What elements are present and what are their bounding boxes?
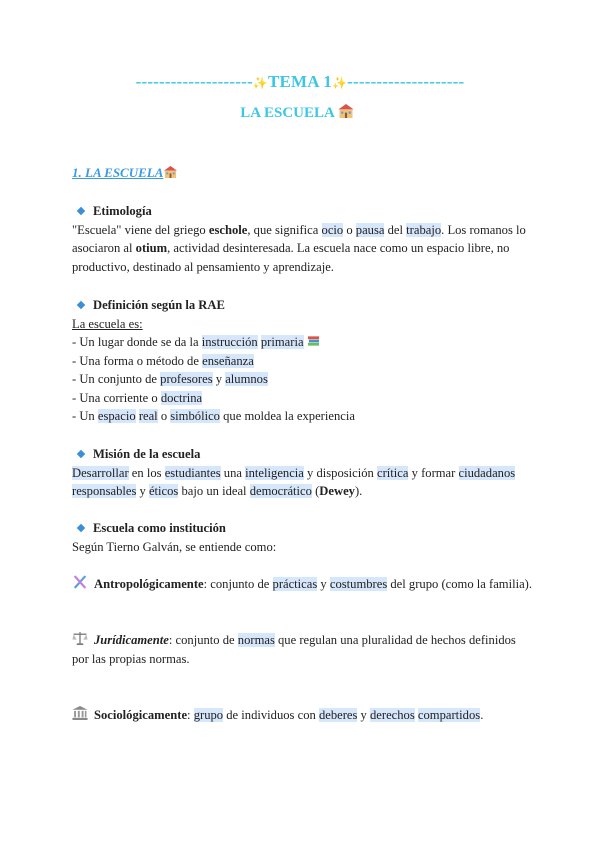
mision-block xyxy=(72,445,532,501)
institucion-intro: Según Tierno Galván, se entiende como: xyxy=(72,539,277,554)
highlight: crítica xyxy=(377,465,409,480)
highlight: derechos xyxy=(370,708,415,722)
text: : conjunto de xyxy=(203,577,273,591)
text: bajo un ideal xyxy=(178,484,250,498)
antropologico-label: Antropológicamente xyxy=(94,577,204,591)
highlight: profesores xyxy=(160,372,213,386)
text: : xyxy=(187,708,194,722)
text: de individuos con xyxy=(223,708,319,722)
highlight: trabajo xyxy=(406,222,442,237)
definicion-item xyxy=(72,333,532,352)
highlight: prácticas xyxy=(272,577,318,591)
text: . xyxy=(480,708,484,722)
highlight: costumbres xyxy=(329,577,388,591)
mision-paragraph xyxy=(72,464,532,501)
text: y xyxy=(136,484,149,498)
antropologico-block xyxy=(72,575,532,594)
bullet-icon xyxy=(77,207,85,215)
books-icon xyxy=(307,335,320,347)
text: ( xyxy=(311,484,320,498)
etimologia-heading xyxy=(72,202,532,221)
text: , que significa xyxy=(247,222,322,237)
definicion-item xyxy=(72,352,532,371)
bullet-icon xyxy=(77,524,85,532)
definicion-label: Definición según la RAE xyxy=(93,298,225,312)
text: y disposición xyxy=(303,465,378,480)
sparkles-icon: ✨ xyxy=(252,76,268,90)
text: ). xyxy=(354,484,363,498)
highlight: normas xyxy=(237,633,275,647)
term-eschole: eschole xyxy=(208,222,248,237)
text: del grupo (como la familia). xyxy=(387,577,533,591)
highlight: éticos xyxy=(148,484,179,498)
highlight: simbólico xyxy=(170,409,220,423)
text: y xyxy=(357,708,370,722)
term-otium: otium xyxy=(135,241,168,255)
title-dashes-right: -------------------- xyxy=(347,72,465,91)
text: que moldea la experiencia xyxy=(219,409,355,423)
term-dewey: Dewey xyxy=(319,484,355,498)
text: . Los romanos lo asociaron al xyxy=(72,222,526,255)
section-heading xyxy=(72,165,183,181)
text: una xyxy=(220,465,246,480)
sparkles-icon: ✨ xyxy=(332,76,348,90)
document-title xyxy=(90,72,510,92)
subtitle-text: LA ESCUELA xyxy=(240,105,335,121)
text: - Una forma o método de xyxy=(72,353,203,368)
title-dashes-left: -------------------- xyxy=(135,72,253,91)
text: "Escuela" viene del griego xyxy=(72,222,209,237)
definicion-item xyxy=(72,407,532,426)
school-icon xyxy=(164,166,177,178)
text: del xyxy=(384,222,407,237)
highlight: democrático xyxy=(249,484,312,498)
highlight: ocio xyxy=(321,222,344,237)
highlight: grupo xyxy=(193,708,224,722)
etimologia-block xyxy=(72,202,532,276)
text: - Un lugar donde se da la xyxy=(72,335,202,349)
highlight: compartidos xyxy=(417,708,481,722)
text: y formar xyxy=(408,465,459,480)
highlight: ciudadanos xyxy=(458,465,516,480)
text: y xyxy=(317,577,330,591)
highlight: alumnos xyxy=(225,372,268,386)
highlight: doctrina xyxy=(160,390,203,405)
definicion-item xyxy=(72,370,532,389)
mision-label: Misión de la escuela xyxy=(93,447,201,461)
highlight: responsables xyxy=(72,484,137,498)
highlight: pausa xyxy=(355,222,385,237)
mision-heading xyxy=(72,445,532,464)
definicion-block xyxy=(72,296,532,426)
highlight: primaria xyxy=(260,335,304,349)
highlight: deberes xyxy=(318,708,358,722)
text: y xyxy=(212,372,226,386)
highlight: enseñanza xyxy=(202,353,254,368)
sociologico-block xyxy=(72,706,532,725)
highlight: estudiantes xyxy=(164,465,221,480)
definicion-heading xyxy=(72,296,532,315)
highlight: espacio xyxy=(97,409,136,423)
school-icon xyxy=(338,104,354,118)
text: - Una corriente o xyxy=(72,390,161,405)
title-text: TEMA 1 xyxy=(267,72,332,91)
institucion-label: Escuela como institución xyxy=(93,521,226,535)
sociologico-label: Sociológicamente xyxy=(94,708,188,722)
text: o xyxy=(343,222,356,237)
dna-icon xyxy=(72,575,88,589)
text: , actividad desinteresada. La escuela nace como un espacio libre, no productivo, destinado al pensamiento y aprendizaje. xyxy=(72,241,510,274)
text: - Un xyxy=(72,409,98,423)
text: o xyxy=(157,409,171,423)
definicion-intro: La escuela es: xyxy=(72,316,143,331)
etimologia-paragraph xyxy=(72,221,532,277)
institucion-block xyxy=(72,519,532,556)
bullet-icon xyxy=(77,301,85,309)
text: que regulan una pluralidad de hechos definidos por las propias normas. xyxy=(72,633,516,666)
scales-icon xyxy=(72,631,88,645)
etimologia-label: Etimología xyxy=(93,204,152,218)
juridico-label: Jurídicamente xyxy=(94,633,169,647)
highlight: inteligencia xyxy=(245,465,304,480)
text: : conjunto de xyxy=(168,633,238,647)
document-subtitle xyxy=(0,104,600,122)
definicion-item xyxy=(72,389,532,408)
highlight: real xyxy=(138,409,158,423)
bullet-icon xyxy=(77,450,85,458)
classical-building-icon xyxy=(72,706,88,720)
juridico-block xyxy=(72,631,532,668)
highlight: instrucción xyxy=(201,335,258,349)
text: - Un conjunto de xyxy=(72,372,161,386)
institucion-heading xyxy=(72,519,532,538)
highlight: Desarrollar xyxy=(72,465,129,480)
section-heading-text: 1. LA ESCUELA xyxy=(72,165,164,180)
text: en los xyxy=(128,465,165,480)
